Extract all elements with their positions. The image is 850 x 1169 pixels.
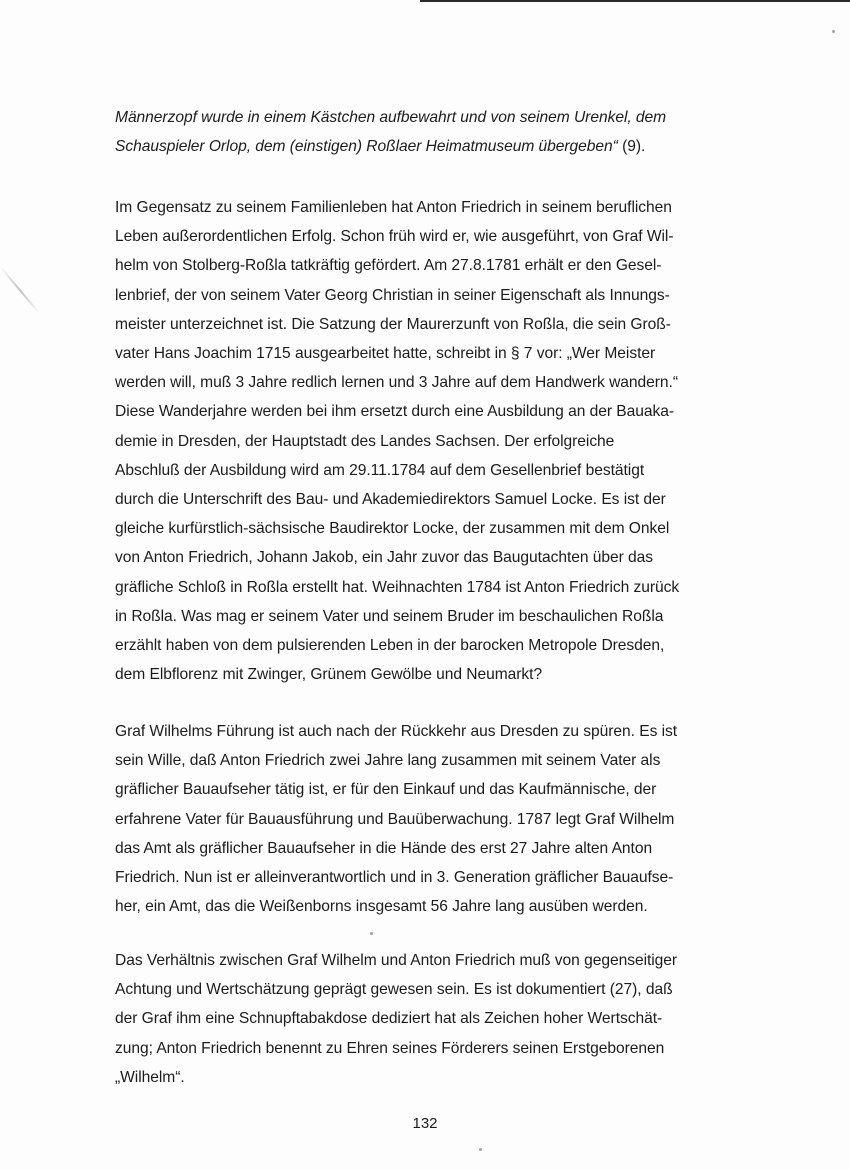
text-line [115,543,725,572]
italic-text-segment: Männerzopf wurde in einem Kästchen aufbewahrt und von seinem Urenkel, dem [115,109,667,126]
text-segment: werden will, muß 3 Jahre redlich lernen und 3 Jahre auf dem Handwerk wandern.“ [115,374,678,392]
text-line [115,1034,725,1063]
text-segment: demie in Dresden, der Hauptstadt des Landes Sachsen. Der erfolgreiche [115,432,615,450]
text-segment: Friedrich. Nun ist er alleinverantwortlich und in 3. Generation gräflicher Bauaufse- [115,869,674,887]
text-line [115,222,725,251]
text-segment: erzählt haben von dem pulsierenden Leben in der barocken Metropole Dresden, [115,637,665,655]
text-segment: Abschluß der Ausbildung wird am 29.11.1784 auf dem Gesellenbrief bestätigt [115,461,645,479]
paragraph-relationship [115,946,725,1092]
text-line [115,1004,725,1033]
text-line [115,339,725,368]
text-segment: „Wilhelm“. [115,1068,185,1086]
text-segment: gräfliche Schloß in Roßla erstellt hat. Weihnachten 1784 ist Anton Friedrich zurück [115,578,680,596]
text-segment: Leben außerordentlichen Erfolg. Schon früh wird er, wie ausgeführt, von Graf Wil- [115,228,674,246]
text-line [115,975,725,1004]
text-line [115,397,725,426]
text-line [115,746,725,775]
italic-text-segment: Schauspieler Orlop, dem (einstigen) Roßlaer Heimatmuseum übergeben“ [115,138,618,156]
text-segment: Das Verhältnis zwischen Graf Wilhelm und Anton Friedrich muß von gegenseitiger [115,952,678,969]
text-segment: vater Hans Joachim 1715 ausgearbeitet hatte, schreibt in § 7 vor: „Wer Meister [115,345,656,363]
scan-speck [479,1148,482,1151]
text-line [115,368,725,397]
text-line [115,573,725,602]
text-segment: Im Gegensatz zu seinem Familienleben hat Anton Friedrich in seinem beruflichen [115,199,672,216]
text-segment: sein Wille, daß Anton Friedrich zwei Jahre lang zusammen mit seinem Vater als [115,752,661,770]
text-segment: gräflicher Bauaufseher tätig ist, er für den Einkauf und das Kaufmännische, der [115,781,657,799]
text-segment: Achtung und Wertschätzung geprägt gewesen sein. Es ist dokumentiert (27), daß [115,981,673,999]
page-number: 132 [412,1115,438,1132]
text-line [115,103,725,132]
text-segment: von Anton Friedrich, Johann Jakob, ein Jahr zuvor das Baugutachten über das [115,549,654,567]
text-line [115,132,725,161]
text-segment: gleiche kurfürstlich-sächsische Baudirektor Locke, der zusammen mit dem Onkel [115,520,670,538]
text-segment: das Amt als gräflicher Bauaufseher in die Hände des erst 27 Jahre alten Anton [115,839,653,857]
text-segment: (9). [617,138,646,156]
text-segment: der Graf ihm eine Schnupftabakdose dediziert hat als Zeichen hoher Wertschät- [115,1010,663,1028]
text-line [115,775,725,804]
text-line [115,834,725,863]
text-line [115,1063,725,1092]
text-segment: in Roßla. Was mag er seinem Vater und seinem Bruder im beschaulichen Roßla [115,607,664,625]
text-line [115,892,725,921]
text-segment: meister unterzeichnet ist. Die Satzung der Maurerzunft von Roßla, die sein Groß- [115,315,671,333]
paragraph-career [115,193,725,689]
scan-edge [420,0,850,2]
text-segment: lenbrief, der von seinem Vater Georg Christian in seiner Eigenschaft als Innungs- [115,286,670,304]
paragraph-quote-continuation [115,103,725,161]
text-segment: zung; Anton Friedrich benennt zu Ehren seines Förderers seinen Erstgeborenen [115,1039,665,1057]
text-line [115,805,725,834]
text-line [115,485,725,514]
text-line [115,514,725,543]
text-segment: Diese Wanderjahre werden bei ihm ersetzt durch eine Ausbildung an der Bauaka- [115,403,675,421]
text-segment: erfahrene Vater für Bauausführung und Bauüberwachung. 1787 legt Graf Wilhelm [115,810,675,828]
text-line [115,281,725,310]
paragraph-guidance [115,717,725,921]
scan-artifact [0,267,40,314]
text-segment: her, ein Amt, das die Weißenborns insgesamt 56 Jahre lang ausüben werden. [115,898,648,916]
text-line [115,631,725,660]
text-line [115,193,725,222]
text-segment: dem Elbflorenz mit Zwinger, Grünem Gewölbe und Neumarkt? [115,666,543,684]
text-line [115,456,725,485]
text-line [115,946,725,975]
scan-speck [832,30,835,33]
text-segment: helm von Stolberg-Roßla tatkräftig gefördert. Am 27.8.1781 erhält er den Gesel- [115,257,662,275]
text-line [115,660,725,689]
text-segment: durch die Unterschrift des Bau- und Akademiedirektors Samuel Locke. Es ist der [115,491,666,509]
text-line [115,251,725,280]
text-line [115,717,725,746]
text-line [115,310,725,339]
text-line [115,602,725,631]
scan-speck [370,932,373,935]
text-line [115,863,725,892]
text-line [115,427,725,456]
text-segment: Graf Wilhelms Führung ist auch nach der Rückkehr aus Dresden zu spüren. Es ist [115,723,678,740]
